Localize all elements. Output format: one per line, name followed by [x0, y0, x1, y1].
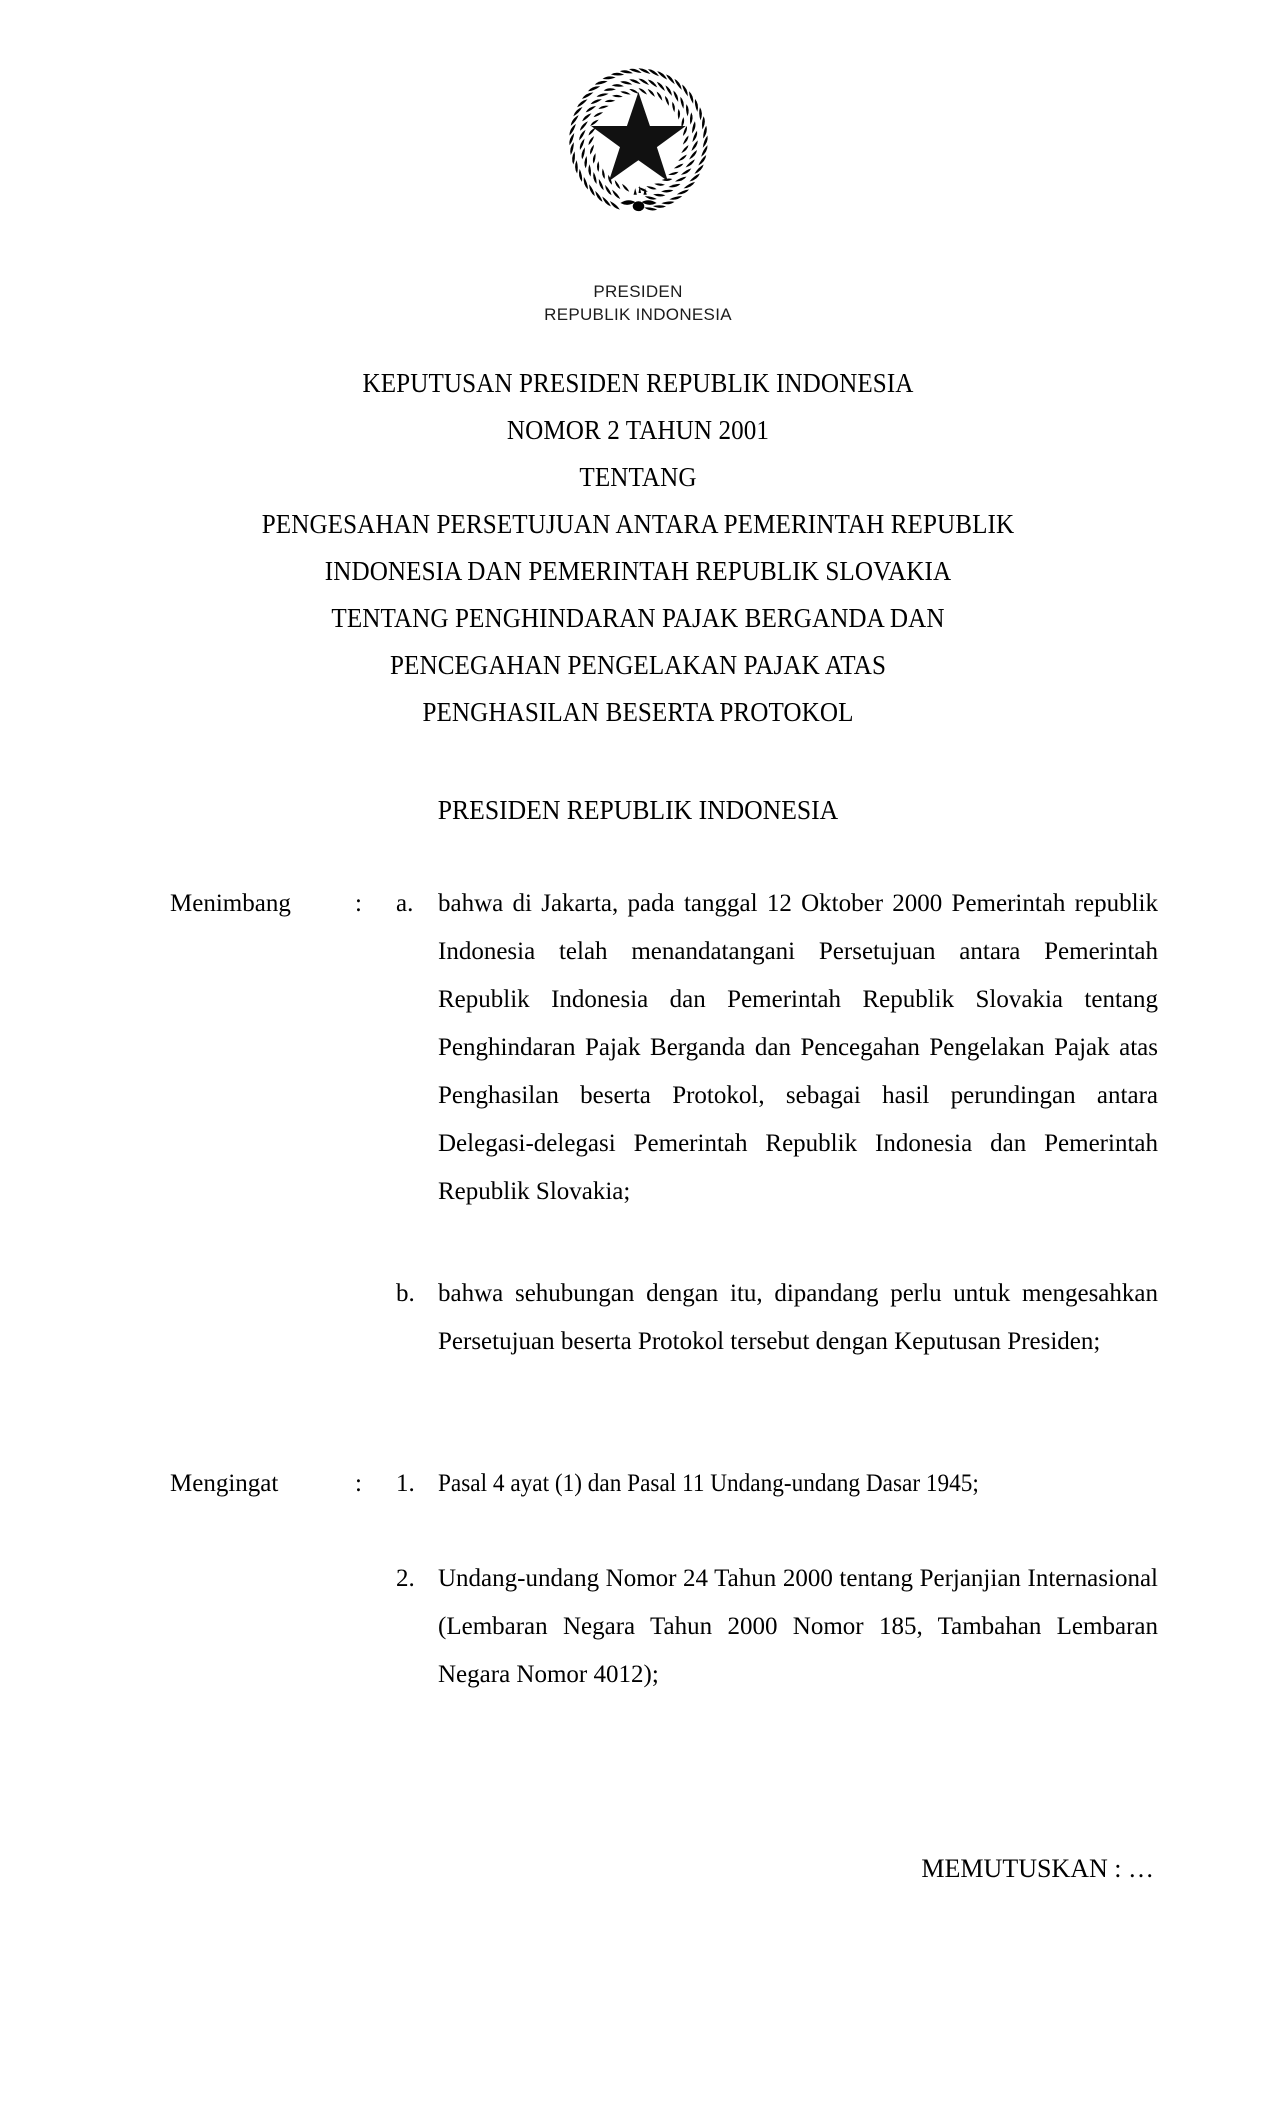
- document-title: [0, 360, 1276, 736]
- emblem-block: [0, 58, 1276, 231]
- title-line: PENGHASILAN BESERTA PROTOKOL: [422, 697, 854, 727]
- clause-marker: a.: [396, 890, 414, 917]
- emblem-caption-line-1: PRESIDEN: [593, 282, 683, 301]
- clause-colon: :: [355, 890, 362, 917]
- indonesia-presidential-star-wreath-emblem-icon: [556, 58, 721, 226]
- clause-marker: 1.: [396, 1470, 415, 1497]
- title-line: INDONESIA DAN PEMERINTAH REPUBLIK SLOVAKIA: [324, 556, 952, 586]
- clause-text: bahwa di Jakarta, pada tanggal 12 Oktober 2000 Pemerintah republik Indonesia telah menandatangani Persetujuan antara Pemerintah Republik Indonesia dan Pemerintah Republik Slovakia tentang Penghindaran Pajak Berganda dan Pencegahan Pengelakan Pajak atas Penghasilan beserta Protokol, sebagai hasil perundingan antara Delegasi-delegasi Pemerintah Republik Indonesia dan Pemerintah Republik Slovakia;: [438, 890, 1158, 1205]
- subject-heading: PRESIDEN REPUBLIK INDONESIA: [437, 795, 839, 825]
- clause-label: Menimbang: [170, 890, 291, 917]
- clause-row: [0, 880, 1276, 1220]
- clause-text: Pasal 4 ayat (1) dan Pasal 11 Undang-undang Dasar 1945;: [438, 1470, 979, 1497]
- emblem-caption-line-2: REPUBLIK INDONESIA: [544, 305, 732, 324]
- clause-row: [0, 1555, 1276, 1715]
- title-line: KEPUTUSAN PRESIDEN REPUBLIK INDONESIA: [362, 368, 914, 398]
- clause-row: [0, 1460, 1276, 1520]
- title-line: TENTANG PENGHINDARAN PAJAK BERGANDA DAN: [331, 603, 945, 633]
- clause-text: bahwa sehubungan dengan itu, dipandang perlu untuk mengesahkan Persetujuan beserta Protokol tersebut dengan Keputusan Presiden;: [438, 1280, 1158, 1355]
- title-line: TENTANG: [579, 462, 697, 492]
- title-line: PENGESAHAN PERSETUJUAN ANTARA PEMERINTAH REPUBLIK: [261, 509, 1015, 539]
- title-line: NOMOR 2 TAHUN 2001: [506, 415, 770, 445]
- clause-marker: 2.: [396, 1565, 415, 1592]
- clause-text: Undang-undang Nomor 24 Tahun 2000 tentang Perjanjian Internasional (Lembaran Negara Tahun 2000 Nomor 185, Tambahan Lembaran Negara Nomor 4012);: [438, 1565, 1158, 1688]
- decision-continuation-label: MEMUTUSKAN : …: [921, 1854, 1154, 1883]
- clause-row: [0, 1270, 1276, 1420]
- clause-colon: :: [355, 1470, 362, 1497]
- title-line: PENCEGAHAN PENGELAKAN PAJAK ATAS: [389, 650, 887, 680]
- clause-label: Mengingat: [170, 1470, 279, 1497]
- emblem-caption: [0, 280, 1276, 326]
- clause-marker: b.: [396, 1280, 415, 1307]
